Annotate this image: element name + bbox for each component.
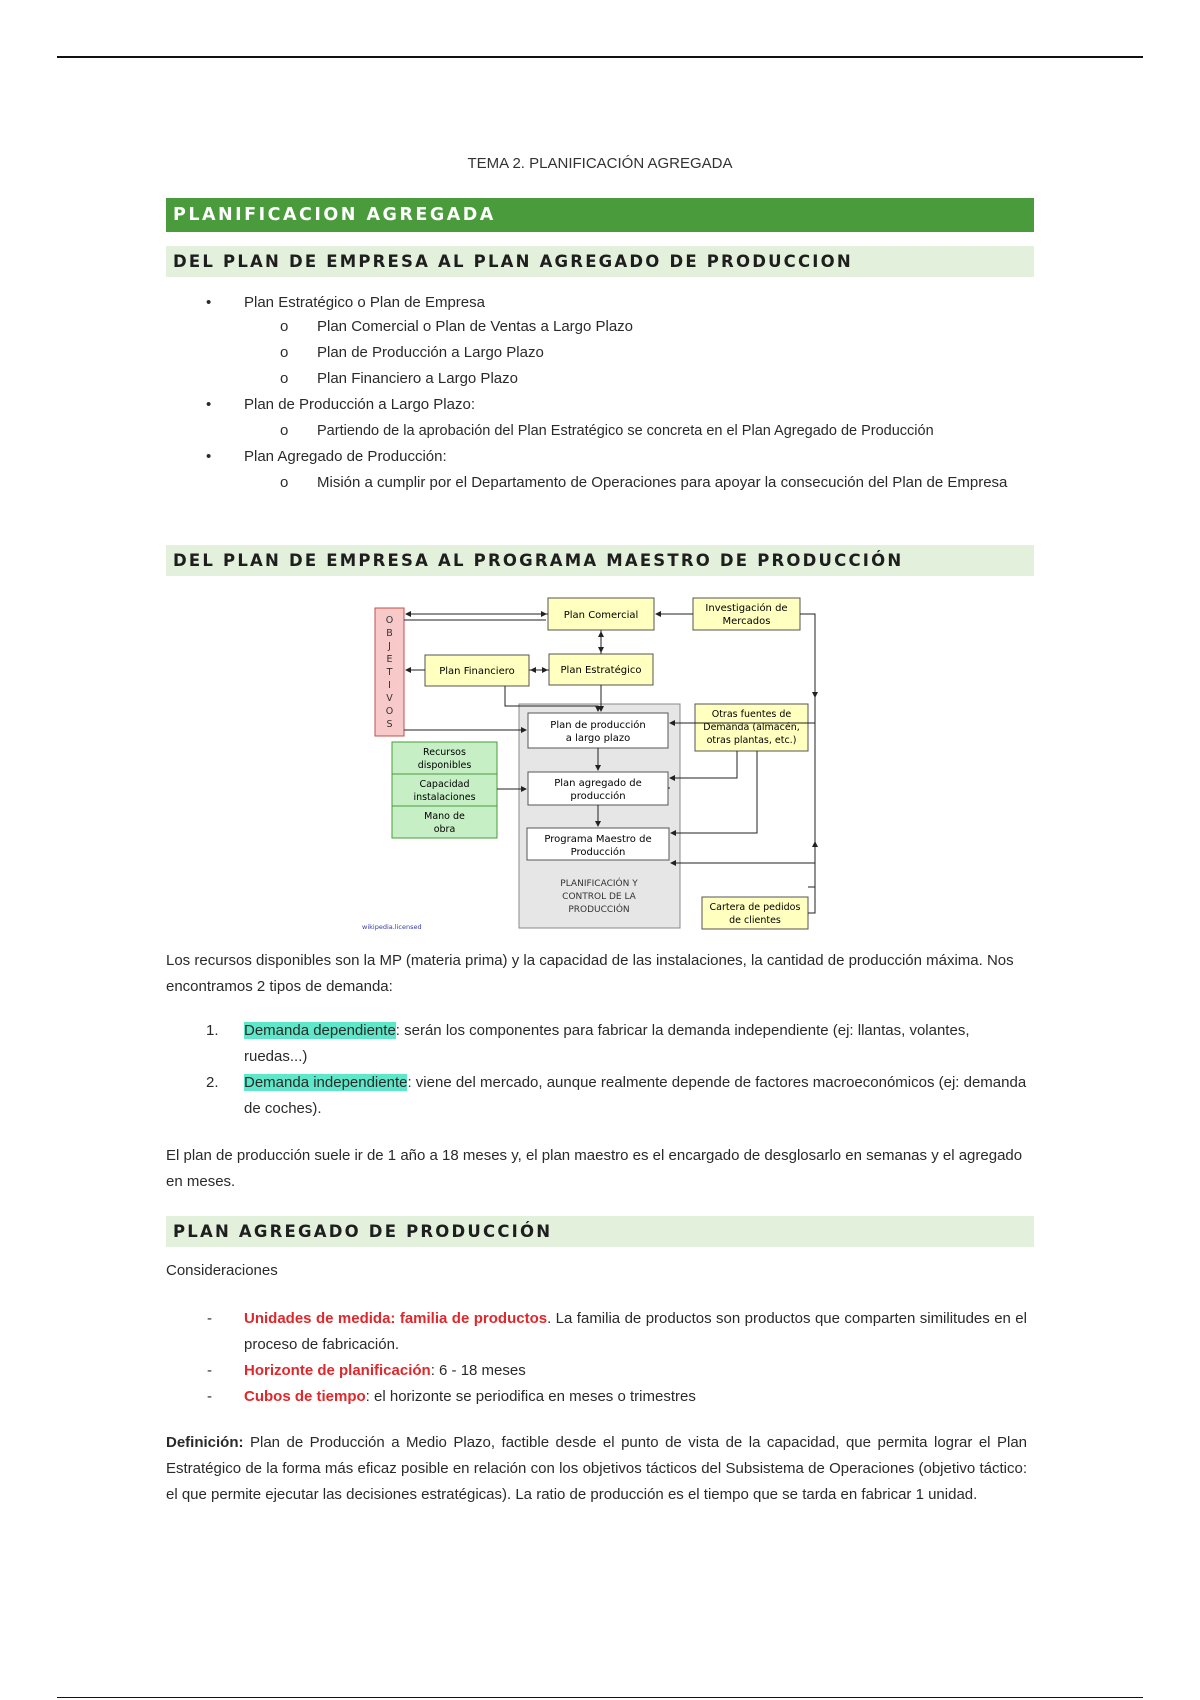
list-item: Plan de Producción a Largo Plazo [317,344,544,361]
cartera-label-1: Cartera de pedidos [709,902,801,913]
otras-fuentes-label-1: Otras fuentes de [711,709,792,720]
definition-paragraph [166,1430,1027,1508]
section-title-planificacion: PLANIFICACION AGREGADA [166,198,1034,232]
list-item-text: : el horizonte se periodifica en meses o trimestres [365,1388,696,1405]
list-item-text: : serán los componentes para fabricar la demanda independiente (ej: llantas, volantes, ruedas...) [244,1022,970,1065]
bullet: • [206,294,212,311]
sub-bullet: o [280,422,289,439]
plan-estrategico-label: Plan Estratégico [560,665,642,676]
dash-bullet: - [207,1362,212,1379]
list-item: Plan Comercial o Plan de Ventas a Largo Plazo [317,318,634,335]
consideraciones-intro: Consideraciones [166,1262,278,1279]
planificacion-label-3: PRODUCCIÓN [568,905,630,915]
programa-maestro-label-1: Programa Maestro de [544,834,652,845]
plan-produccion-label-1: Plan de producción [550,720,646,731]
page-header: TEMA 2. PLANIFICACIÓN AGREGADA [467,155,733,172]
list-item-text: : 6 - 18 meses [430,1362,526,1379]
investigacion-label-1: Investigación de [705,603,788,614]
paragraph-recursos: Los recursos disponibles son la MP (materia prima) y la capacidad de las instalaciones, la cantidad de producción máxima. Nos encontramos 2 tipos de demanda: [166,952,1014,995]
definition-text: Plan de Producción a Medio Plazo, factible desde el punto de vista de la capacidad, que permita lograr el Plan Estratégico de la forma más eficaz posible en relación con los objetivos tácticos del Subsistema de Operaciones (objetivo táctico: el que permite ejecutar las decisiones estratégicas). La ratio de producción es el tiempo que se tarda en fabricar 1 unidad. [166,1434,1027,1503]
list-item: Partiendo de la aprobación del Plan Estratégico se concreta en el Plan Agregado de Producción [317,423,934,439]
list-item-text: : viene del mercado, aunque realmente depende de factores macroeconómicos (ej: demanda de coches). [244,1074,1027,1117]
red-term: Horizonte de planificación [244,1362,431,1379]
sub-bullet: o [280,370,289,387]
list-item: Plan Estratégico o Plan de Empresa [244,294,485,311]
diagram-watermark: wikipedia.licensed [362,923,422,931]
capacidad-label-2: instalaciones [413,792,476,803]
list-item [244,1358,1027,1384]
heading-plan-empresa-agregado: DEL PLAN DE EMPRESA AL PLAN AGREGADO DE PRODUCCION [166,246,1034,277]
list-item [244,1018,1034,1070]
list-item: Plan Agregado de Producción: [244,448,447,465]
mano-obra-label-1: Mano de [424,811,465,822]
recursos-label-2: disponibles [417,760,472,771]
list-number: 2. [206,1074,219,1091]
plan-agregado-label-1: Plan agregado de [554,778,642,789]
bullet: • [206,448,212,465]
otras-fuentes-label-2: Demanda (almacén, [703,722,800,733]
dash-bullet: - [207,1388,212,1405]
paragraph-plan-produccion: El plan de producción suele ir de 1 año a 18 meses y, el plan maestro es el encargado de desglosarlo en semanas y el agregado en meses. [166,1147,1023,1190]
mano-obra-label-2: obra [433,824,456,835]
list-item [244,1070,1034,1122]
top-rule [57,56,1143,58]
plan-produccion-label-2: a largo plazo [565,733,631,744]
list-item: Plan Financiero a Largo Plazo [317,370,518,387]
investigacion-label-2: Mercados [722,616,771,627]
plan-financiero-label: Plan Financiero [439,666,515,677]
bullet: • [206,396,212,413]
sub-bullet: o [280,344,289,361]
capacidad-label-1: Capacidad [419,779,470,790]
plan-agregado-label-2: producción [570,791,626,802]
sub-bullet: o [280,318,289,335]
list-item: Misión a cumplir por el Departamento de Operaciones para apoyar la consecución del Plan de Empresa [317,474,1008,491]
red-term: Cubos de tiempo [244,1388,366,1405]
planificacion-label-2: CONTROL DE LA [562,892,636,902]
programa-maestro-label-2: Producción [570,847,626,858]
highlight-term: Demanda independiente [244,1074,408,1091]
dash-bullet: - [207,1310,212,1327]
definition-label: Definición: [166,1434,244,1451]
list-number: 1. [206,1022,219,1039]
heading-plan-empresa-maestro: DEL PLAN DE EMPRESA AL PROGRAMA MAESTRO DE PRODUCCIÓN [166,545,1034,576]
heading-plan-agregado: PLAN AGREGADO DE PRODUCCIÓN [166,1216,1034,1247]
sub-bullet: o [280,474,289,491]
cartera-label-2: de clientes [729,915,781,926]
plan-comercial-label: Plan Comercial [563,610,639,621]
highlight-term: Demanda dependiente [244,1022,396,1039]
list-item-text: . La familia de productos son productos que comparten similitudes en el proceso de fabricación. [244,1310,1027,1353]
planificacion-label-1: PLANIFICACIÓN Y [560,879,638,889]
list-item [244,1384,1027,1410]
recursos-label-1: Recursos [423,747,466,758]
bottom-rule [57,1697,1143,1698]
list-item [244,1306,1027,1358]
objetivos-label: O B J E T I V O S [385,615,394,730]
red-term: Unidades de medida: familia de productos [244,1310,548,1327]
list-item: Plan de Producción a Largo Plazo: [244,396,475,413]
otras-fuentes-label-3: otras plantas, etc.) [706,735,797,746]
planning-flow-diagram [360,593,840,935]
